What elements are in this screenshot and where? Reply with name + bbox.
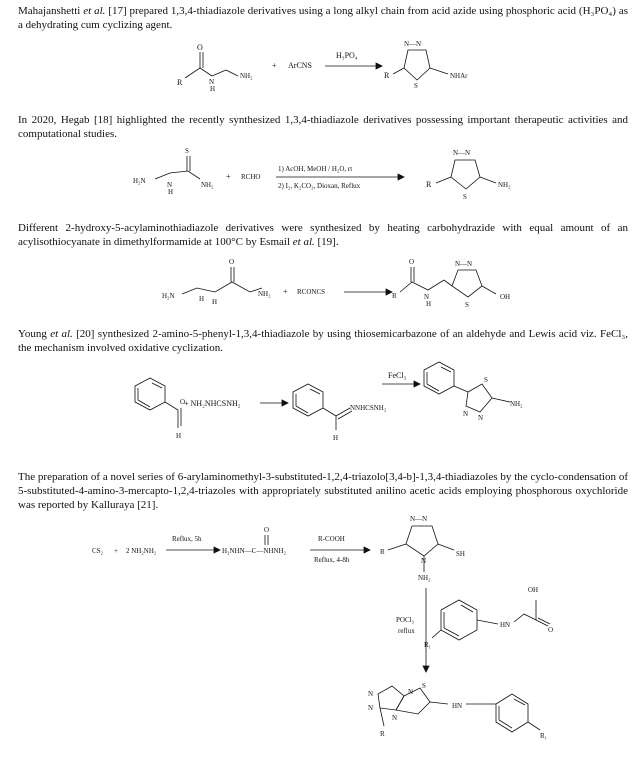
- s3-o: O: [229, 258, 235, 266]
- s1-r2: R: [384, 71, 390, 80]
- s5-n: N: [421, 557, 427, 565]
- s5-r1-2: R₁: [540, 732, 548, 740]
- paragraph-1-text: Mahajanshetti: [18, 5, 84, 17]
- s5-cond1: Reflux, 5h: [172, 535, 202, 543]
- paragraph-1: [18, 4, 628, 32]
- s5-oh: OH: [528, 586, 539, 594]
- s4-s: S: [484, 376, 488, 384]
- s3-nh2: NH₂: [258, 290, 271, 298]
- s3-r: R: [392, 292, 397, 300]
- paragraph-5: [18, 470, 628, 512]
- s4-n2: N: [478, 414, 484, 422]
- s1-nn: N—N: [404, 40, 422, 48]
- scheme-5: [0, 512, 641, 752]
- s2-nn: N—N: [453, 149, 471, 157]
- s5-cond2b: Reflux, 4-8h: [314, 556, 350, 564]
- s4-nh2: NH₂: [510, 400, 523, 408]
- s5-hn: HN: [500, 621, 511, 629]
- s3-plus: +: [283, 287, 288, 296]
- s5-plus: +: [114, 547, 118, 555]
- s2-s2: S: [463, 193, 467, 201]
- s4-inter: NNHCSNH₂: [350, 404, 387, 412]
- s1-nh2: NH₂: [240, 72, 253, 80]
- s5-n3: N: [408, 688, 414, 696]
- s5-carb: H₂NHN—C—NHNH₂: [222, 547, 286, 555]
- paragraph-4-em: et al.: [50, 328, 73, 340]
- paragraph-1-em: et al.: [83, 5, 106, 17]
- s5-o: O: [548, 626, 554, 634]
- s4-o: O: [180, 398, 186, 406]
- s5-r1: R₁: [424, 641, 432, 649]
- s2-n: N: [167, 181, 173, 189]
- s5-cs2: CS₂: [92, 547, 104, 555]
- s5-pocl3: POCl₃: [396, 616, 415, 624]
- s3-s: S: [465, 301, 469, 309]
- s4-n1: N: [463, 410, 469, 418]
- s5-hydrazine: 2 NH₂NH₂: [126, 547, 157, 555]
- scheme-3: [0, 252, 641, 322]
- paragraph-4: [18, 327, 628, 355]
- s3-h3: H: [426, 300, 432, 308]
- s2-plus: +: [226, 172, 231, 181]
- s5-s: S: [422, 682, 426, 690]
- s2-cond1: 1) AcOH, MeOH / H₂O, rt: [278, 165, 353, 173]
- s4-cond: FeCl₃: [388, 371, 407, 380]
- s1-n: N: [209, 78, 215, 86]
- s3-h2: H: [212, 298, 218, 306]
- s1-nhar: NHAr: [450, 72, 468, 80]
- s5-r: R: [380, 548, 385, 556]
- s3-h2n: H₂N: [162, 292, 175, 300]
- s5-reflux: reflux: [398, 627, 415, 635]
- s1-s: S: [414, 82, 418, 90]
- s2-cond2: 2) I₂, K₂CO₃, Dioxan, Reflux: [278, 182, 361, 190]
- paragraph-2: [18, 113, 628, 141]
- scheme-1: [0, 38, 641, 103]
- paragraph-5-text: The preparation of a novel series of 6-arylaminomethyl-3-substituted-1,2,4-triazolo[3,4-b]-1,3,4-thiadiazoles by the cyclo-condensation of 5-substituted-4-amino-3-mercapto-1,2,4-triazoles with appropriately substituted anilino acetic acids employing phosphorous oxychloride was reported by Kalluraya [21].: [18, 471, 628, 511]
- s3-nn: N—N: [455, 260, 473, 268]
- paragraph-4-text-2: [20] synthesized 2-amino-5-phenyl-1,3,4-thiadiazole by using thiosemicarbazone of an aldehyde and Lewis acid viz. FeCl₃, the mechanism involved oxidative cyclization.: [18, 328, 629, 354]
- paragraph-4-text: Young: [18, 328, 51, 340]
- paragraph-2-text: In 2020, Hegab [18] highlighted the recently synthesized 1,3,4-thiadiazole derivatives possessing important therapeutic activities and computational studies.: [18, 114, 628, 140]
- s5-hn2: HN: [452, 702, 463, 710]
- s4-reagent: + NH₂NHCSNH₂: [184, 399, 241, 408]
- s5-r2: R: [380, 730, 385, 738]
- s2-h: H: [168, 188, 174, 196]
- s1-cond: H₃PO₄: [336, 51, 358, 60]
- s5-nh2: NH₂: [418, 574, 431, 582]
- s3-n: N: [424, 293, 430, 301]
- s5-n4: N: [392, 714, 398, 722]
- scheme-2: [0, 143, 641, 213]
- paragraph-3-em: et al.: [292, 236, 315, 248]
- s5-nn: N—N: [410, 515, 428, 523]
- s5-n2: N: [368, 704, 374, 712]
- s3-h: H: [199, 295, 205, 303]
- s1-h: H: [210, 85, 216, 93]
- s5-carb-o: O: [264, 526, 270, 534]
- s1-reagent: ArCNS: [288, 61, 313, 70]
- s3-reagent: RCONCS: [297, 288, 326, 296]
- s5-sh: SH: [456, 550, 465, 558]
- s1-plus: +: [272, 61, 277, 70]
- s2-reagent: RCHO: [241, 173, 261, 181]
- s1-r: R: [177, 78, 183, 87]
- s3-oh: OH: [500, 293, 511, 301]
- s1-o: O: [197, 43, 203, 52]
- s4-h2: H: [333, 434, 339, 442]
- paragraph-3: [18, 221, 628, 249]
- s3-o2: O: [409, 258, 415, 266]
- s2-r: R: [426, 180, 432, 189]
- s2-h2n: H₂N: [133, 177, 146, 185]
- s2-s: S: [185, 147, 189, 155]
- s5-n1: N: [368, 690, 374, 698]
- s5-cond2a: R-COOH: [318, 535, 345, 543]
- paragraph-3-text-2: [19].: [314, 236, 339, 248]
- s2-nh2-2: NH₂: [498, 181, 511, 189]
- paragraph-1-text-2: [17] prepared 1,3,4-thiadiazole derivatives using a long alkyl chain from acid azide using phosphoric acid (H₃PO₄) as a dehydrating cum cyclizing agent.: [18, 5, 628, 31]
- s2-nh2: NH₂: [201, 181, 214, 189]
- scheme-4: [0, 358, 641, 458]
- paragraph-3-text: Different 2-hydroxy-5-acylaminothiadiazole derivatives were synthesized by heating carbohydrazide with equal amount of an acylisothiocyanate in dimethylformamide at 100°C by Esmail: [18, 222, 628, 248]
- s4-h: H: [176, 432, 182, 440]
